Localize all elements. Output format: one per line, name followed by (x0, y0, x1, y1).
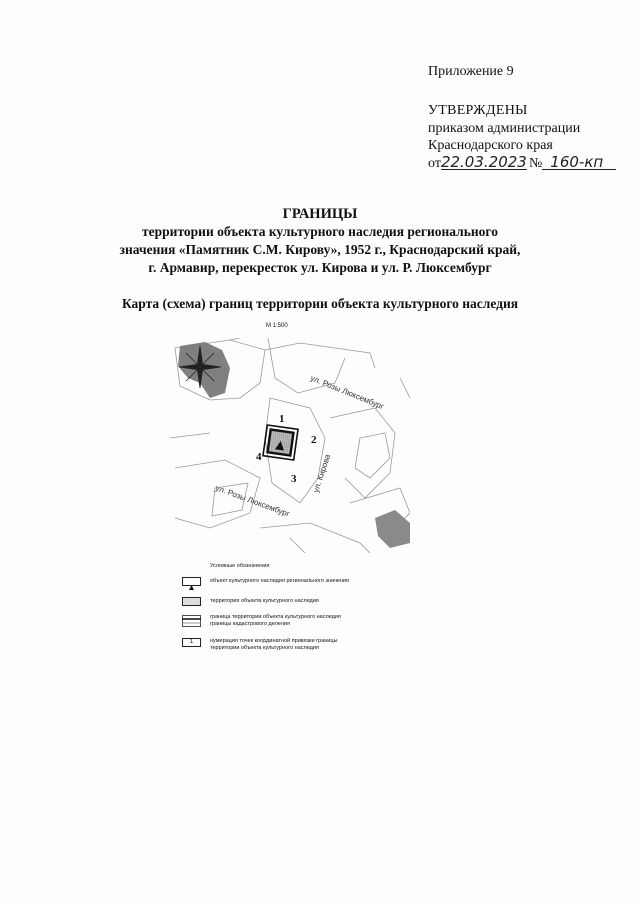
legend-title: Условные обозначения (210, 563, 270, 569)
point-label-1: 1 (279, 413, 285, 425)
legend-symbol-point-number: 1 (182, 638, 201, 647)
appendix-label: Приложение 9 (428, 64, 514, 79)
number-handwritten: 160-кп (542, 155, 616, 170)
building-block-nw (178, 342, 230, 398)
legend-text-cadastral: границы кадастрового деления (210, 621, 290, 627)
document-heading: ГРАНИЦЫ (282, 206, 358, 222)
date-handwritten: 22.03.2023 (440, 153, 527, 171)
legend-text-boundary: граница территории объекта культурного наследия (210, 614, 341, 620)
point-label-4: 4 (256, 451, 262, 463)
number-prefix: № (528, 156, 543, 171)
building-block-se (375, 510, 410, 548)
legend-text-point-number: нумерация точек координатной привязки границы (210, 638, 338, 644)
point-label-2: 2 (311, 434, 317, 446)
street-label-kirova: ул. Кирова (311, 453, 333, 494)
triangle-icon (183, 584, 200, 591)
monument-territory (263, 425, 298, 460)
street-label-bottom: ул. Розы Люксембург (214, 483, 291, 519)
title-line-2: значения «Памятник С.М. Кирову», 1952 г., Краснодарский край, (119, 242, 521, 257)
legend-text-territory: территория объекта культурного наследия (210, 598, 319, 604)
order-line-2: Краснодарского края (428, 138, 553, 153)
map-scale: М 1:500 (266, 323, 288, 329)
legend-symbol-monument (182, 577, 201, 586)
map-subtitle: Карта (схема) границ территории объекта культурного наследия (121, 296, 519, 311)
cadastral-map (170, 338, 410, 553)
point-label-3: 3 (291, 473, 297, 485)
legend-symbol-territory (182, 597, 201, 606)
approved-label: УТВЕРЖДЕНЫ (428, 103, 528, 118)
order-line-1: приказом администрации (428, 121, 581, 136)
legend-text-point-number-2: территории объекта культурного наследия (210, 645, 319, 651)
street-label-top: ул. Розы Люксембург (309, 373, 386, 412)
double-line-icon (182, 615, 201, 627)
legend-text-monument: объект культурного наследия регионального значения (210, 578, 349, 584)
order-date-line (428, 155, 616, 172)
date-prefix: от (428, 156, 441, 171)
title-line-1: территории объекта культурного наследия регионального (142, 224, 498, 239)
title-line-3: г. Армавир, перекресток ул. Кирова и ул. Р. Люксембург (148, 260, 492, 275)
legend-symbol-boundary (182, 614, 199, 626)
